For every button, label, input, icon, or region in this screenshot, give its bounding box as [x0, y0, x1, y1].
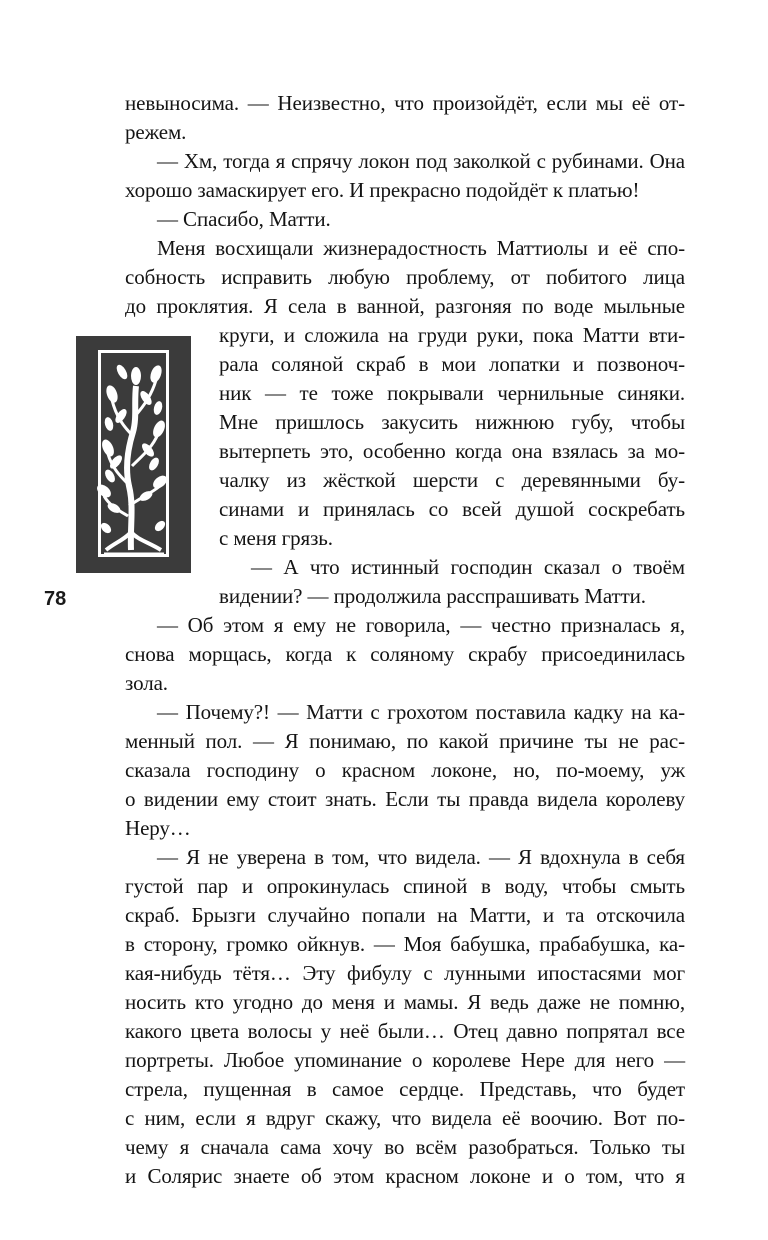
- text-line: собность исправить любую проблему, от побитого лица: [125, 265, 685, 289]
- text-line: носить кто угодно до меня и мамы. Я ведь даже не помню,: [125, 990, 685, 1014]
- text-line: невыносима. — Неизвестно, что произойдёт, если мы её от-: [125, 91, 685, 115]
- text-line: ник — те тоже покрывали чернильные синяки.: [219, 381, 685, 405]
- text-line: Неру…: [125, 816, 191, 840]
- text-line: хорошо замаскирует его. И прекрасно подойдёт к платью!: [125, 178, 640, 202]
- text-line: Меня восхищали жизнерадостность Маттиолы и её спо-: [157, 236, 685, 260]
- text-line: и Солярис знаете об этом красном локоне и о том, что я: [125, 1164, 685, 1188]
- text-line: скраб. Брызги случайно попали на Матти, и та отскочила: [125, 903, 685, 927]
- text-line: — А что истинный господин сказал о твоём: [251, 555, 685, 579]
- text-line: зола.: [125, 671, 168, 695]
- text-line: снова морщась, когда к соляному скрабу присоединилась: [125, 642, 685, 666]
- text-line: рала соляной скраб в мои лопатки и позвоноч-: [219, 352, 685, 376]
- text-line: портреты. Любое упоминание о королеве Нере для него —: [125, 1048, 685, 1072]
- text-line: стрела, пущенная в самое сердце. Представь, что будет: [125, 1077, 685, 1101]
- text-line: — Хм, тогда я спрячу локон под заколкой с рубинами. Она: [157, 149, 685, 173]
- text-line: чалку из жёсткой шерсти с деревянными бу-: [219, 468, 685, 492]
- text-line: с ним, если я вдруг скажу, что видела её воочию. Вот по-: [125, 1106, 685, 1130]
- text-line: кая-нибудь тётя… Эту фибулу с лунными ипостасями мог: [125, 961, 685, 985]
- text-line: о видении ему стоит знать. Если ты правда видела королеву: [125, 787, 685, 811]
- text-line: какого цвета волосы у неё были… Отец давно попрятал все: [125, 1019, 685, 1043]
- text-line: видении? — продолжила расспрашивать Матти.: [219, 584, 646, 608]
- text-line: густой пар и опрокинулась спиной в воду, чтобы смыть: [125, 874, 685, 898]
- text-line: до проклятия. Я села в ванной, разгоняя по воде мыльные: [125, 294, 685, 318]
- text-line: круги, и сложила на груди руки, пока Матти вти-: [219, 323, 685, 347]
- text-line: вытерпеть это, особенно когда она взялась за мо-: [219, 439, 685, 463]
- text-line: — Почему?! — Матти с грохотом поставила кадку на ка-: [157, 700, 685, 724]
- text-line: — Об этом я ему не говорила, — честно призналась я,: [157, 613, 685, 637]
- text-line: — Я не уверена в том, что видела. — Я вдохнула в себя: [157, 845, 685, 869]
- page-number: 78: [44, 588, 67, 610]
- tree-panel-icon: [76, 336, 191, 573]
- text-line: синами и принялась со всей душой соскребать: [219, 497, 685, 521]
- text-line: сказала господину о красном локоне, но, по-моему, уж: [125, 758, 685, 782]
- text-line: режем.: [125, 120, 187, 144]
- text-line: в сторону, громко ойкнув. — Моя бабушка, прабабушка, ка-: [125, 932, 685, 956]
- text-line: чему я сначала сама хочу во всём разобраться. Только ты: [125, 1135, 685, 1159]
- text-line: менный пол. — Я понимаю, по какой причине ты не рас-: [125, 729, 685, 753]
- text-line: Мне пришлось закусить нижнюю губу, чтобы: [219, 410, 685, 434]
- text-line: — Спасибо, Матти.: [157, 207, 331, 231]
- text-line: с меня грязь.: [219, 526, 333, 550]
